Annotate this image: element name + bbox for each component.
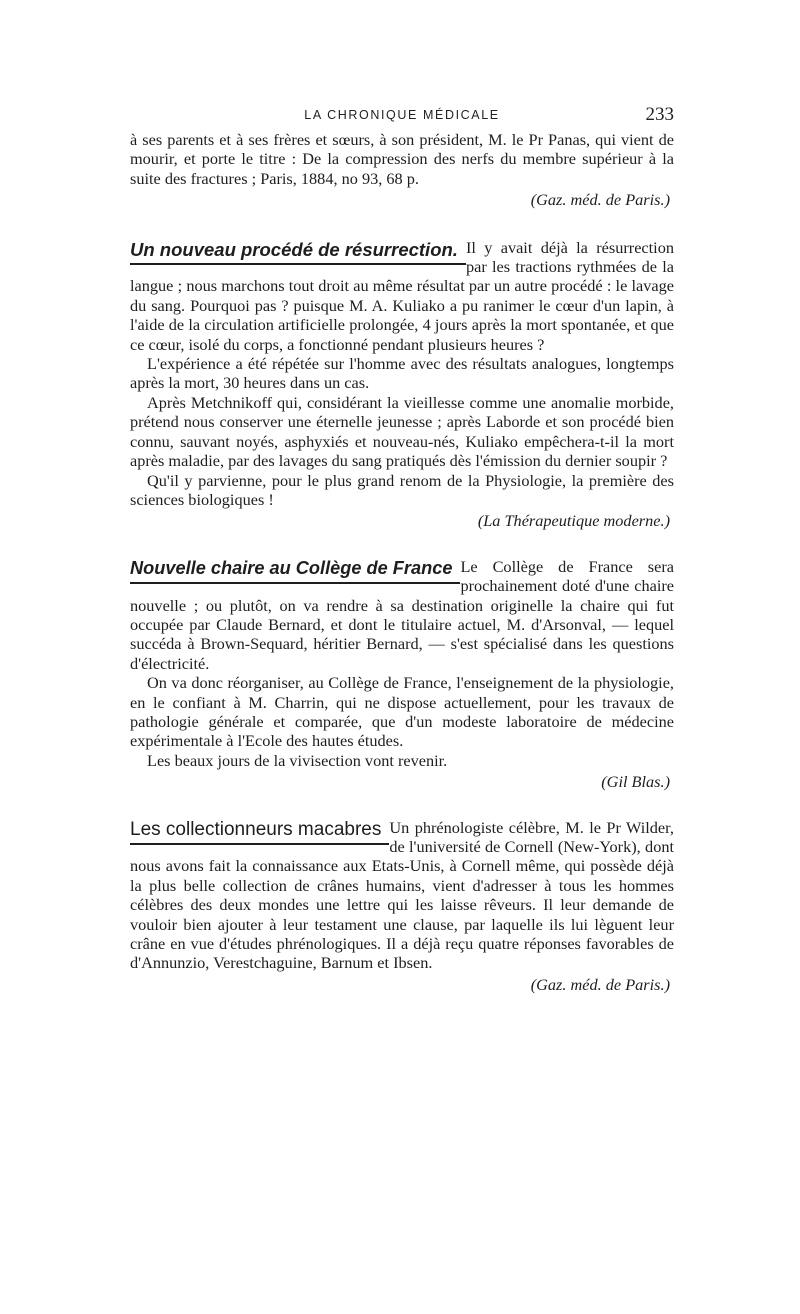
- intro-source: (Gaz. méd. de Paris.): [530, 190, 670, 210]
- section-heading: Les collectionneurs macabres: [130, 819, 389, 845]
- paragraph: Un phrénologiste célèbre, M. le Pr Wilder, de l'université de Cornell (New-York), dont nous avons fait la connaissance aux Etats-Unis, à Cornell même, qui possède déjà la plus belle collection de crânes humains, vient d'adresser à tous les hommes célèbres des deux mondes une lettre qui les laisse rêveurs. Il leur demande de vouloir bien ajouter à leur testament une clause, par laquelle ils lui lèguent leur crâne en vue d'études phrénologiques. Il a déjà reçu quatre réponses favorables de d'Annunzio, Verestchaguine, Barnum et Ibsen.: [130, 817, 674, 973]
- paragraph: Les beaux jours de la vivisection vont revenir.: [147, 750, 448, 770]
- paragraph: Qu'il y parvienne, pour le plus grand renom de la Physiologie, la première des sciences biologiques !: [130, 470, 674, 509]
- section-source: (La Thérapeutique moderne.): [477, 511, 670, 531]
- section-resurrection: [130, 238, 674, 531]
- section-college-de-france: [130, 557, 674, 792]
- section-heading: Un nouveau procédé de résurrection.: [130, 239, 466, 265]
- paragraph: On va donc réorganiser, au Collège de France, l'enseignement de la physiologie, en le confiant à M. Charrin, qui ne dispose actuellement, pour les travaux de pathologie générale et comparée, que d'un modeste laboratoire de médecine expérimentale à l'Ecole des hautes études.: [130, 673, 674, 751]
- section-collectionneurs: [130, 818, 674, 995]
- section-source: (Gaz. méd. de Paris.): [530, 974, 670, 994]
- running-title: LA CHRONIQUE MÉDICALE: [304, 108, 500, 122]
- section-heading: Nouvelle chaire au Collège de France: [130, 558, 460, 584]
- paragraph: Le Collège de France sera prochainement doté d'une chaire nouvelle ; ou plutôt, on va rendre à sa destination originelle la chaire qui fut occupée par Claude Bernard, et dont le titulaire actuel, M. d'Arsonval, — lequel succéda à Brown-Sequard, héritier Bernard, — s'est spécialisé dans les questions d'électricité.: [130, 556, 674, 673]
- paragraph: Après Metchnikoff qui, considérant la vieillesse comme une anomalie morbide, prétend nous conserver une éternelle jeunesse ; après Laborde et son procédé bien connu, sauvant noyés, asphyxiés et nouveau-nés, Kuliako empêchera-t-il la mort après maladie, par des lavages du sang pratiqués dès l'émission du dernier soupir ?: [130, 392, 674, 471]
- page-number: 233: [645, 104, 674, 125]
- section-source: (Gil Blas.): [601, 772, 670, 792]
- running-header: [130, 104, 674, 128]
- paragraph: Il y avait déjà la résurrection par les tractions rythmées de la langue ; nous marchons tout droit au même résultat par un autre procédé : le lavage du sang. Pourquoi pas ? puisque M. A. Kuliako a pu ranimer le cœur d'un lapin, à l'aide de la circulation artificielle prolongée, 4 jours après la mort spontanée, et que ce cœur, isolé du corps, a fonctionné pendant plusieurs heures ?: [130, 237, 674, 354]
- article-body: [130, 130, 674, 994]
- paragraph: L'expérience a été répétée sur l'homme avec des résultats analogues, longtemps après la mort, 30 heures dans un cas.: [130, 354, 674, 393]
- intro-paragraph: à ses parents et à ses frères et sœurs, à son président, M. le Pr Panas, qui vient de mourir, et porte le titre : De la compression des nerfs du membre supérieur à la suite des fractures ; Paris, 1884, no 93, 68 p.: [130, 130, 674, 188]
